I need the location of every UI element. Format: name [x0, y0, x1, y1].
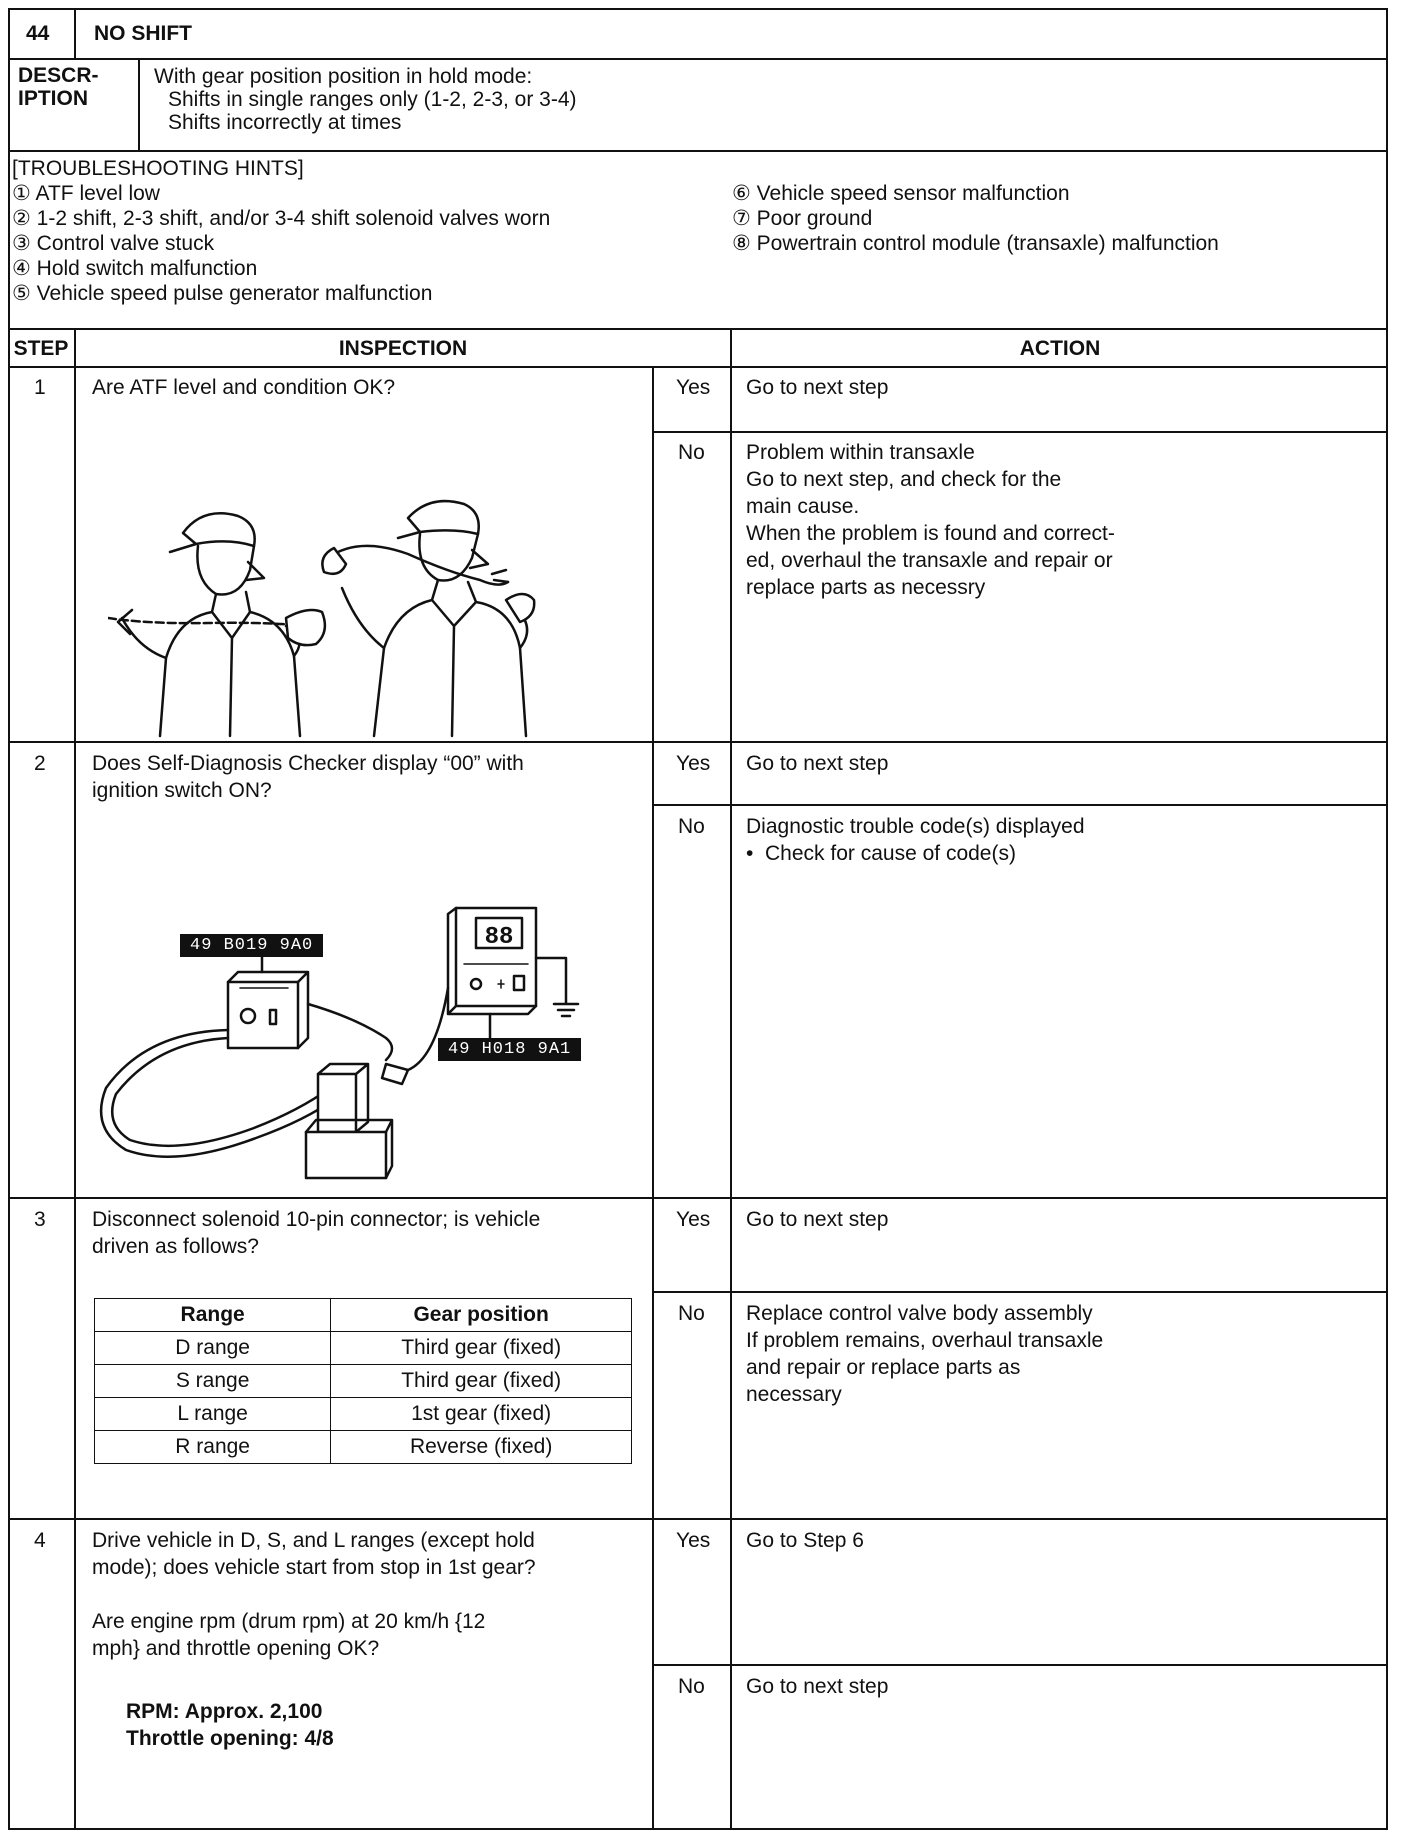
- yes-no-separator: [652, 431, 1388, 433]
- range-gear-table: [94, 1298, 632, 1464]
- table-row: [95, 1398, 632, 1431]
- yes-label: Yes: [676, 1529, 711, 1552]
- table-cell: 1st gear (fixed): [331, 1398, 632, 1431]
- action-column-header: ACTION: [1019, 337, 1101, 360]
- step-number: 2: [34, 752, 46, 775]
- no-action: Go to next step: [746, 1675, 889, 1698]
- inspection-text: Drive vehicle in D, S, and L ranges (except hold mode); does vehicle start from stop in 1st gear? Are engine rpm (drum rpm) at 20 km/h {12 mph} and throttle opening OK?: [92, 1529, 536, 1660]
- description-label-2: IPTION: [18, 87, 89, 110]
- yes-action: Go to Step 6: [746, 1529, 864, 1552]
- hint-item: ⑦ Poor ground: [732, 207, 873, 230]
- table-cell: R range: [95, 1431, 331, 1464]
- hint-item: ② 1-2 shift, 2-3 shift, and/or 3-4 shift solenoid valves worn: [12, 207, 551, 230]
- step-number: 4: [34, 1529, 46, 1552]
- yes-action: Go to next step: [746, 752, 889, 775]
- mechanic-illustration: [108, 488, 568, 738]
- hint-item: ⑧ Powertrain control module (transaxle) malfunction: [732, 232, 1219, 255]
- column-line: [652, 368, 654, 1830]
- yes-label: Yes: [676, 376, 711, 399]
- step-column-header: STEP: [13, 337, 69, 360]
- hint-item: ① ATF level low: [12, 182, 160, 205]
- inspection-text: Are ATF level and condition OK?: [92, 376, 396, 399]
- row-separator: [8, 741, 1388, 743]
- yes-action: Go to next step: [746, 1208, 889, 1231]
- hint-item: ③ Control valve stuck: [12, 232, 215, 255]
- description-line: Shifts in single ranges only (1-2, 2-3, or 3-4): [168, 88, 577, 111]
- hint-item: ⑥ Vehicle speed sensor malfunction: [732, 182, 1070, 205]
- spec-throttle: Throttle opening: 4/8: [126, 1727, 334, 1750]
- table-row: [95, 1365, 632, 1398]
- table-cell: L range: [95, 1398, 331, 1431]
- table-cell: Third gear (fixed): [331, 1332, 632, 1365]
- row-separator: [8, 1197, 1388, 1199]
- table-cell: S range: [95, 1365, 331, 1398]
- table-header: Range: [95, 1299, 331, 1332]
- checker-display: 88: [484, 924, 514, 951]
- table-cell: Reverse (fixed): [331, 1431, 632, 1464]
- no-action: Diagnostic trouble code(s) displayed • Check for cause of code(s): [746, 815, 1085, 865]
- row-separator: [8, 1518, 1388, 1520]
- no-label: No: [678, 1675, 705, 1698]
- hint-item: ④ Hold switch malfunction: [12, 257, 258, 280]
- step-number: 1: [34, 376, 46, 399]
- no-label: No: [678, 1302, 705, 1325]
- column-line: [74, 330, 76, 1830]
- description-label-1: DESCR-: [18, 64, 99, 87]
- step-number: 3: [34, 1208, 46, 1231]
- procedure-title: NO SHIFT: [94, 22, 192, 45]
- title-row: [8, 8, 1388, 60]
- troubleshooting-page: [8, 8, 1388, 1842]
- inspection-column-header: INSPECTION: [338, 337, 468, 360]
- yes-no-separator: [652, 1291, 1388, 1293]
- table-header-row: [95, 1299, 632, 1332]
- table-row: [95, 1332, 632, 1365]
- yes-label: Yes: [676, 752, 711, 775]
- no-label: No: [678, 441, 705, 464]
- yes-label: Yes: [676, 1208, 711, 1231]
- divider: [74, 8, 76, 60]
- hints-title: [TROUBLESHOOTING HINTS]: [12, 157, 304, 180]
- no-label: No: [678, 815, 705, 838]
- description-line: Shifts incorrectly at times: [168, 111, 402, 134]
- yes-no-separator: [652, 1664, 1388, 1666]
- table-header: Gear position: [331, 1299, 632, 1332]
- yes-no-separator: [652, 804, 1388, 806]
- inspection-text: Disconnect solenoid 10-pin connector; is vehicle driven as follows?: [92, 1208, 541, 1258]
- tool-label-selector: 49 B019 9A0: [180, 934, 323, 957]
- hint-item: ⑤ Vehicle speed pulse generator malfunction: [12, 282, 433, 305]
- no-action: Replace control valve body assembly If problem remains, overhaul transaxle and repair or replace parts as necessary: [746, 1302, 1104, 1406]
- table-cell: D range: [95, 1332, 331, 1365]
- inspection-text: Does Self-Diagnosis Checker display “00” with ignition switch ON?: [92, 752, 524, 802]
- column-line: [730, 330, 732, 1830]
- yes-action: Go to next step: [746, 376, 889, 399]
- spec-rpm: RPM: Approx. 2,100: [126, 1700, 323, 1723]
- divider: [138, 60, 140, 152]
- table-row: [95, 1431, 632, 1464]
- description-line: With gear position position in hold mode:: [154, 65, 533, 88]
- no-action: Problem within transaxle Go to next step, and check for the main cause. When the problem is found and correct- ed, overhaul the transaxle and repair or replace parts as necessry: [746, 441, 1115, 599]
- procedure-number: 44: [26, 22, 50, 45]
- tool-label-checker: 49 H018 9A1: [438, 1038, 581, 1061]
- table-cell: Third gear (fixed): [331, 1365, 632, 1398]
